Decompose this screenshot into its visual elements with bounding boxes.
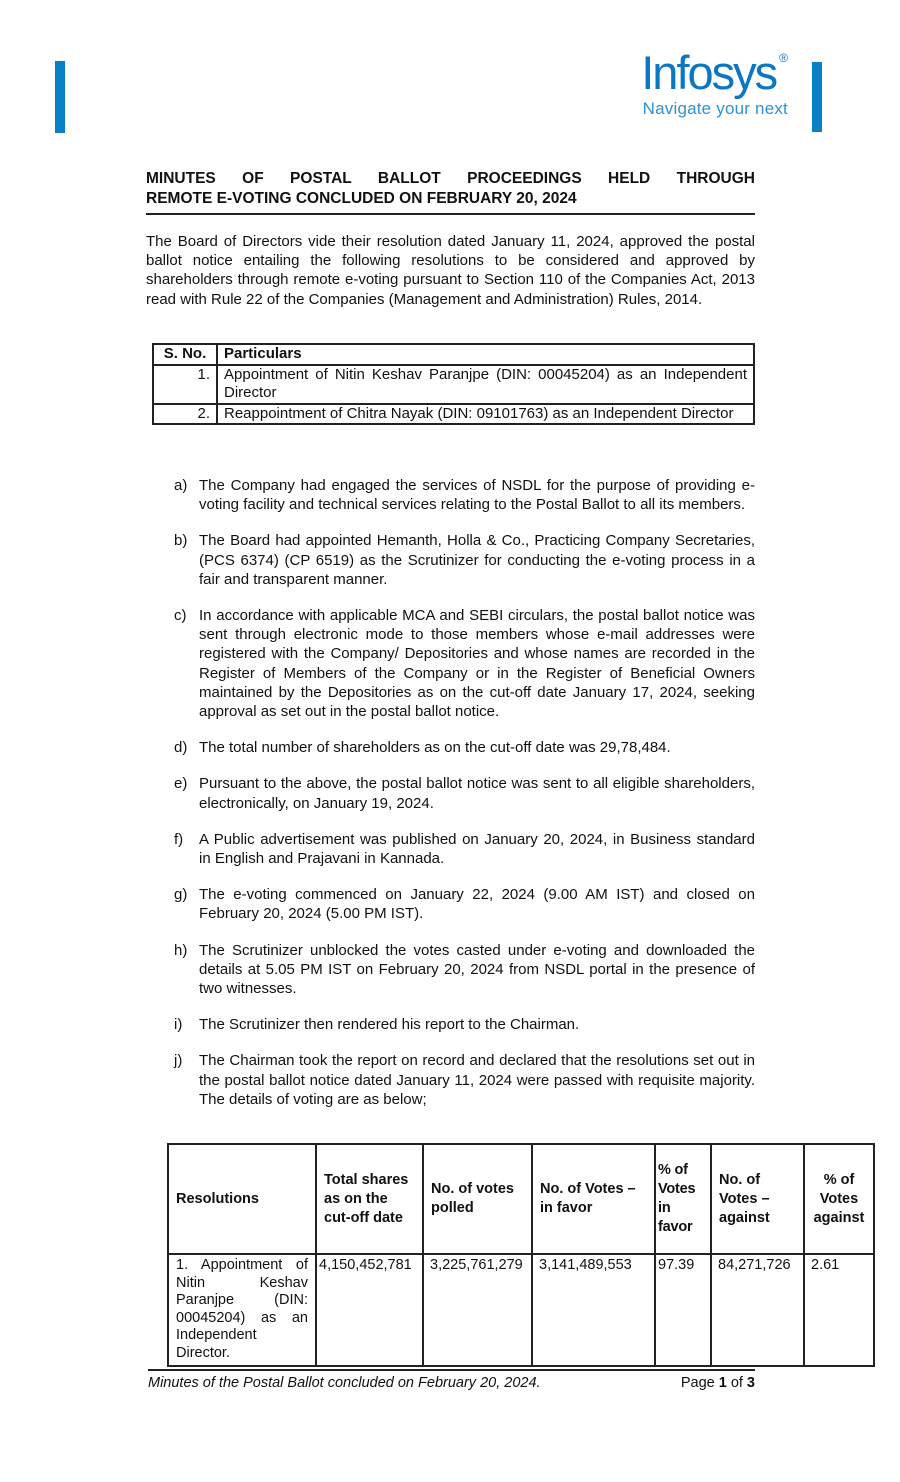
list-item bbox=[146, 531, 755, 589]
voting-cell-total-shares: 4,150,452,781 bbox=[316, 1254, 423, 1366]
of-label: of bbox=[730, 1375, 743, 1391]
resolutions-table-header-row bbox=[153, 344, 754, 365]
list-item bbox=[146, 774, 755, 812]
list-item bbox=[146, 476, 755, 514]
resolution-particulars: Appointment of Nitin Keshav Paranjpe (DIN: 00045204) as an Independent Director bbox=[217, 365, 754, 404]
document-title-line1: MINUTES OF POSTAL BALLOT PROCEEDINGS HELD THROUGH bbox=[146, 170, 755, 187]
list-item bbox=[146, 1051, 755, 1109]
page-number: 1 bbox=[718, 1375, 727, 1391]
voting-header-votes-polled: No. of votes polled bbox=[423, 1144, 532, 1254]
voting-header-votes-in-favor: No. of Votes – in favor bbox=[532, 1144, 655, 1254]
page-label: Page bbox=[680, 1375, 715, 1391]
table-row bbox=[168, 1254, 874, 1366]
voting-cell-resolution: 1. Appointment of Nitin Keshav Paranjpe (DIN: 00045204) as an Independent Director. bbox=[168, 1254, 316, 1366]
footer-note: Minutes of the Postal Ballot concluded on February 20, 2024. bbox=[148, 1375, 541, 1391]
list-item bbox=[146, 830, 755, 868]
list-item-label: j) bbox=[174, 1052, 183, 1070]
voting-cell-votes-in-favor: 3,141,489,553 bbox=[532, 1254, 655, 1366]
header-accent-bar-right bbox=[812, 62, 822, 132]
infosys-logo bbox=[641, 46, 788, 118]
infosys-wordmark: Infosys bbox=[641, 46, 777, 99]
resolutions-header-sno: S. No. bbox=[153, 344, 217, 365]
list-item bbox=[146, 885, 755, 923]
voting-header-pct-against: % of Votes against bbox=[804, 1144, 874, 1254]
voting-cell-pct-against: 2.61 bbox=[804, 1254, 874, 1366]
resolution-particulars: Reappointment of Chitra Nayak (DIN: 09101763) as an Independent Director bbox=[217, 404, 754, 425]
infosys-tagline: Navigate your next bbox=[642, 99, 788, 118]
header-accent-bar-left bbox=[55, 61, 65, 133]
list-item bbox=[146, 1015, 755, 1034]
page-footer bbox=[148, 1369, 755, 1392]
list-item-label: i) bbox=[174, 1016, 183, 1034]
voting-cell-votes-against: 84,271,726 bbox=[711, 1254, 804, 1366]
registered-trademark-icon: ® bbox=[779, 51, 788, 65]
list-item-label: a) bbox=[174, 477, 188, 494]
voting-header-pct-in-favor: % of Votes in favor bbox=[655, 1144, 711, 1254]
list-item-text: The Chairman took the report on record and declared that the resolutions set out in the postal ballot notice dated January 11, 2024 were passed with requisite majority. The details of voting are as below; bbox=[199, 1052, 755, 1108]
resolution-sno: 1. bbox=[153, 365, 217, 404]
page-indicator bbox=[681, 1374, 755, 1392]
list-item bbox=[146, 941, 755, 999]
list-item bbox=[146, 738, 755, 757]
list-item-label: g) bbox=[174, 886, 188, 904]
list-item-label: e) bbox=[174, 775, 188, 793]
list-item-text: Pursuant to the above, the postal ballot notice was sent to all eligible shareholders, electronically, on January 19, 2024. bbox=[199, 775, 755, 812]
resolutions-header-particulars: Particulars bbox=[217, 344, 754, 365]
list-item-label: c) bbox=[174, 607, 187, 625]
voting-header-resolutions: Resolutions bbox=[168, 1144, 316, 1254]
voting-cell-votes-polled: 3,225,761,279 bbox=[423, 1254, 532, 1366]
list-item-label: d) bbox=[174, 739, 188, 757]
voting-table-header-row bbox=[168, 1144, 874, 1254]
list-item-text: The total number of shareholders as on the cut-off date was 29,78,484. bbox=[199, 739, 671, 757]
list-item-label: h) bbox=[174, 941, 188, 959]
table-row bbox=[153, 365, 754, 404]
list-item-text: The e-voting commenced on January 22, 2024 (9.00 AM IST) and closed on February 20, 2024 (5.00 PM IST). bbox=[199, 886, 755, 923]
list-item-text: A Public advertisement was published on January 20, 2024, in Business standard in English and Prajavani in Kannada. bbox=[199, 830, 755, 868]
total-pages: 3 bbox=[746, 1375, 755, 1391]
list-item-label: f) bbox=[174, 830, 184, 848]
voting-header-votes-against: No. of Votes – against bbox=[711, 1144, 804, 1254]
list-item-text: The Scrutinizer then rendered his report to the Chairman. bbox=[199, 1016, 580, 1034]
voting-results-table bbox=[167, 1143, 875, 1367]
document-title bbox=[146, 169, 755, 215]
infosys-wordmark-row bbox=[641, 46, 788, 99]
voting-cell-pct-in-favor: 97.39 bbox=[655, 1254, 711, 1366]
list-item-text: The Board had appointed Hemanth, Holla & Co., Practicing Company Secretaries, (PCS 6374) (CP 6519) as the Scrutinizer for conducting the e-voting process in a fair and transparent manner. bbox=[199, 532, 755, 588]
document-title-line2: REMOTE E-VOTING CONCLUDED ON FEBRUARY 20, 2024 bbox=[146, 190, 577, 207]
voting-header-total-shares: Total shares as on the cut-off date bbox=[316, 1144, 423, 1254]
list-item-text: The Scrutinizer unblocked the votes casted under e-voting and downloaded the details at 5.05 PM IST on February 20, 2024 from NSDL portal in the presence of two witnesses. bbox=[199, 941, 755, 998]
intro-paragraph: The Board of Directors vide their resolution dated January 11, 2024, approved the postal ballot notice entailing the following resolutions to be considered and approved by shareholders through remote e-voting pursuant to Section 110 of the Companies Act, 2013 read with Rule 22 of the Companies (Management and Administration) Rules, 2014. bbox=[146, 233, 755, 308]
list-item-text: In accordance with applicable MCA and SEBI circulars, the postal ballot notice was sent through electronic mode to those members whose e-mail addresses were registered with the Company/ Depositories and whose names are recorded in the Register of Members of the Company or in the Register of Beneficial Owners maintained by the Depositories as on the cut-off date January 17, 2024, seeking approval as set out in the postal ballot notice. bbox=[199, 607, 755, 721]
list-item-text: The Company had engaged the services of NSDL for the purpose of providing e-voting facility and technical services relating to the Postal Ballot to all its members. bbox=[199, 477, 755, 514]
table-row bbox=[153, 404, 754, 425]
list-item bbox=[146, 606, 755, 721]
resolution-sno: 2. bbox=[153, 404, 217, 425]
list-item-label: b) bbox=[174, 532, 188, 550]
proceedings-list bbox=[146, 476, 755, 1109]
resolutions-table bbox=[152, 343, 755, 425]
